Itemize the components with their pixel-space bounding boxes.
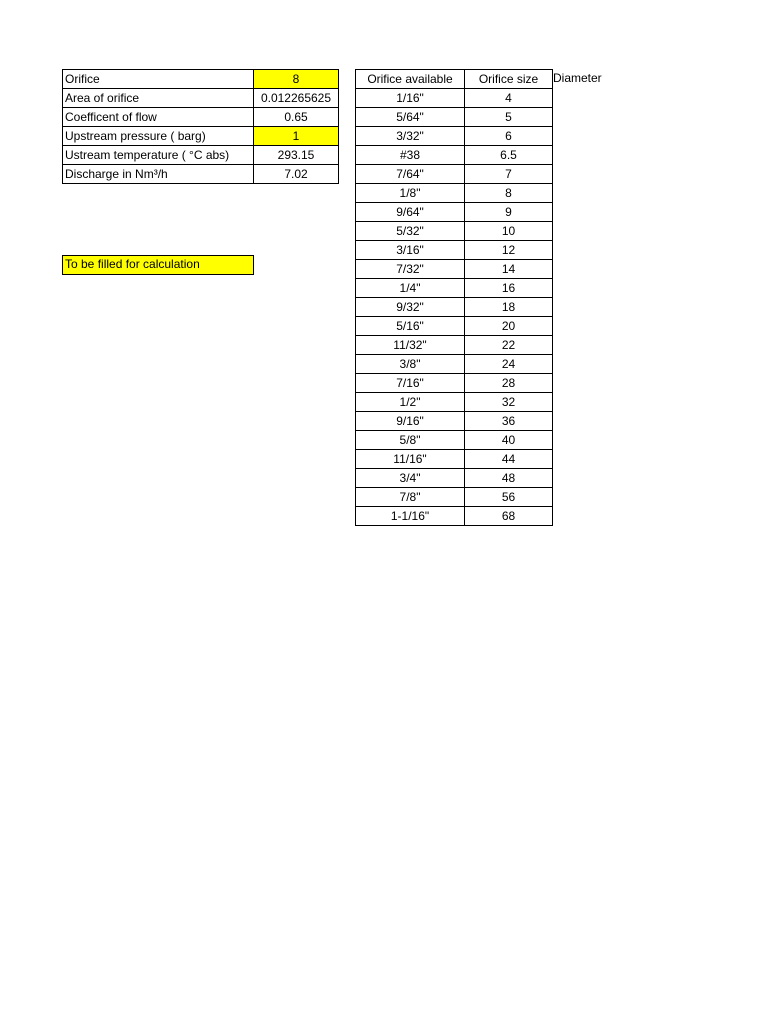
orifice-available-cell[interactable]: 3/32"	[356, 127, 465, 146]
orifice-available-cell[interactable]: 5/8"	[356, 431, 465, 450]
diameter-header[interactable]: Diameter	[553, 71, 602, 85]
orifice-row	[356, 488, 553, 507]
orifice-row	[356, 203, 553, 222]
orifice-size-cell[interactable]: 36	[465, 412, 553, 431]
orifice-size-cell[interactable]: 68	[465, 507, 553, 526]
orifice-row	[356, 298, 553, 317]
orifice-available-cell[interactable]: 1/16"	[356, 89, 465, 108]
orifice-available-cell[interactable]: 7/64"	[356, 165, 465, 184]
orifice-row	[356, 165, 553, 184]
orifice-available-cell[interactable]: 1/8"	[356, 184, 465, 203]
orifice-row	[356, 241, 553, 260]
orifice-row	[356, 108, 553, 127]
calc-value-cell[interactable]: 293.15	[254, 146, 339, 165]
orifice-available-cell[interactable]: 1-1/16"	[356, 507, 465, 526]
orifice-available-cell[interactable]: 1/2"	[356, 393, 465, 412]
orifice-size-table	[355, 69, 553, 526]
orifice-row	[356, 317, 553, 336]
orifice-available-cell[interactable]: 7/8"	[356, 488, 465, 507]
orifice-row	[356, 393, 553, 412]
orifice-available-cell[interactable]: 9/32"	[356, 298, 465, 317]
orifice-size-cell[interactable]: 12	[465, 241, 553, 260]
orifice-size-cell[interactable]: 8	[465, 184, 553, 203]
orifice-size-cell[interactable]: 9	[465, 203, 553, 222]
calc-value-cell[interactable]: 7.02	[254, 165, 339, 184]
calc-label-cell[interactable]: Discharge in Nm³/h	[63, 165, 254, 184]
orifice-size-cell[interactable]: 6.5	[465, 146, 553, 165]
orifice-size-cell[interactable]: 20	[465, 317, 553, 336]
calc-value-cell[interactable]: 0.012265625	[254, 89, 339, 108]
calc-label-cell[interactable]: Ustream temperature ( °C abs)	[63, 146, 254, 165]
orifice-available-cell[interactable]: 5/32"	[356, 222, 465, 241]
calc-input-cell[interactable]: 1	[254, 127, 339, 146]
calc-label-cell[interactable]: Area of orifice	[63, 89, 254, 108]
orifice-size-cell[interactable]: 44	[465, 450, 553, 469]
orifice-size-cell[interactable]: 22	[465, 336, 553, 355]
orifice-available-cell[interactable]: 5/16"	[356, 317, 465, 336]
calc-row	[63, 108, 339, 127]
orifice-size-cell[interactable]: 24	[465, 355, 553, 374]
orifice-size-cell[interactable]: 32	[465, 393, 553, 412]
orifice-available-cell[interactable]: 5/64"	[356, 108, 465, 127]
orifice-available-cell[interactable]: 7/16"	[356, 374, 465, 393]
legend-fill-note: To be filled for calculation	[62, 255, 254, 275]
orifice-size-cell[interactable]: 5	[465, 108, 553, 127]
orifice-row	[356, 279, 553, 298]
orifice-available-cell[interactable]: 3/4"	[356, 469, 465, 488]
orifice-available-cell[interactable]: 11/16"	[356, 450, 465, 469]
orifice-row	[356, 450, 553, 469]
orifice-row	[356, 146, 553, 165]
orifice-row	[356, 127, 553, 146]
calc-label-cell[interactable]: Coefficent of flow	[63, 108, 254, 127]
orifice-row	[356, 469, 553, 488]
orifice-available-cell[interactable]: 7/32"	[356, 260, 465, 279]
calculation-table	[62, 69, 339, 184]
orifice-size-cell[interactable]: 18	[465, 298, 553, 317]
orifice-table-header-row	[356, 70, 553, 89]
orifice-row	[356, 374, 553, 393]
header-orifice-size[interactable]: Orifice size	[465, 70, 553, 89]
calc-label-cell[interactable]: Upstream pressure ( barg)	[63, 127, 254, 146]
orifice-row	[356, 89, 553, 108]
orifice-size-cell[interactable]: 14	[465, 260, 553, 279]
orifice-size-cell[interactable]: 28	[465, 374, 553, 393]
orifice-size-cell[interactable]: 6	[465, 127, 553, 146]
calc-input-cell[interactable]: 8	[254, 70, 339, 89]
orifice-size-cell[interactable]: 10	[465, 222, 553, 241]
orifice-available-cell[interactable]: 9/16"	[356, 412, 465, 431]
orifice-row	[356, 431, 553, 450]
orifice-row	[356, 507, 553, 526]
orifice-row	[356, 184, 553, 203]
orifice-size-cell[interactable]: 16	[465, 279, 553, 298]
header-orifice-available[interactable]: Orifice available	[356, 70, 465, 89]
orifice-row	[356, 355, 553, 374]
calc-row	[63, 127, 339, 146]
orifice-row	[356, 336, 553, 355]
orifice-row	[356, 222, 553, 241]
calc-row	[63, 70, 339, 89]
orifice-available-cell[interactable]: 3/16"	[356, 241, 465, 260]
calc-row	[63, 146, 339, 165]
calc-value-cell[interactable]: 0.65	[254, 108, 339, 127]
calc-row	[63, 89, 339, 108]
orifice-size-cell[interactable]: 7	[465, 165, 553, 184]
orifice-available-cell[interactable]: #38	[356, 146, 465, 165]
orifice-available-cell[interactable]: 3/8"	[356, 355, 465, 374]
orifice-available-cell[interactable]: 11/32"	[356, 336, 465, 355]
orifice-size-cell[interactable]: 4	[465, 89, 553, 108]
orifice-row	[356, 260, 553, 279]
orifice-size-cell[interactable]: 40	[465, 431, 553, 450]
calc-label-cell[interactable]: Orifice	[63, 70, 254, 89]
orifice-row	[356, 412, 553, 431]
orifice-size-cell[interactable]: 48	[465, 469, 553, 488]
orifice-available-cell[interactable]: 9/64"	[356, 203, 465, 222]
orifice-available-cell[interactable]: 1/4"	[356, 279, 465, 298]
calc-row	[63, 165, 339, 184]
orifice-size-cell[interactable]: 56	[465, 488, 553, 507]
